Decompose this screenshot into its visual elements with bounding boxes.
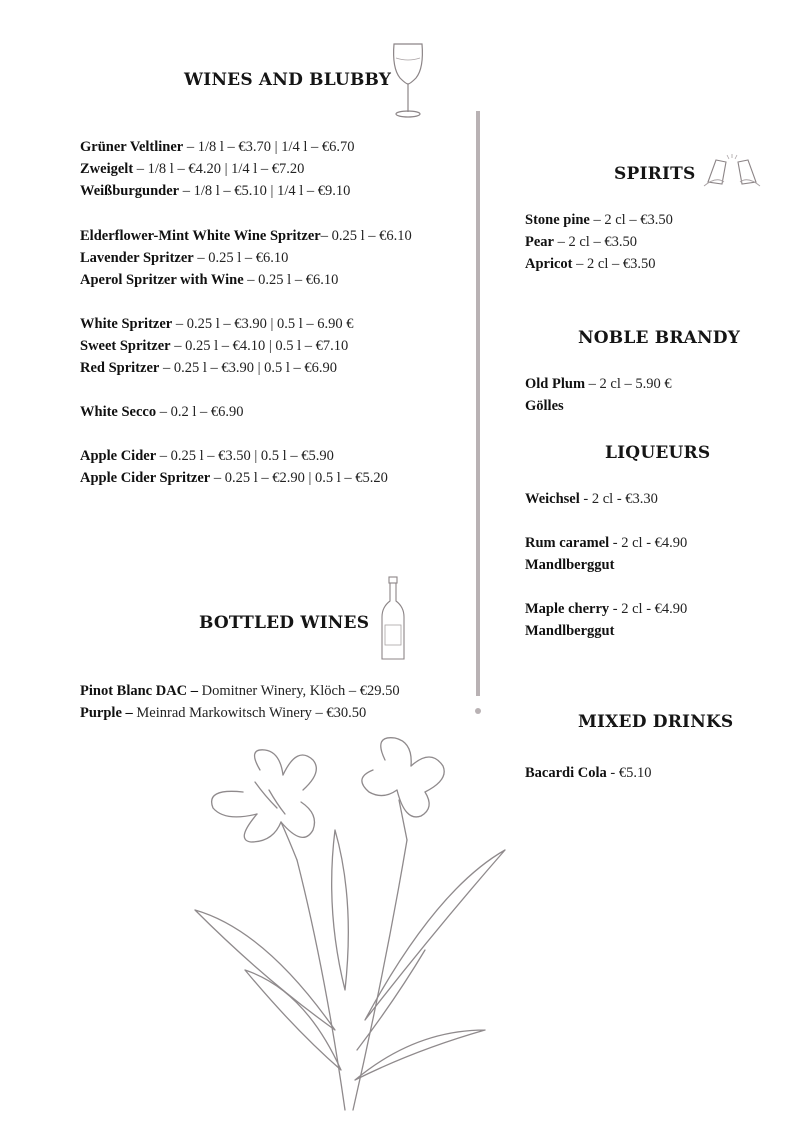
list-item: Apple Cider Spritzer – 0.25 l – €2.90 | 0.5 l – €5.20 [80, 470, 388, 486]
list-item: Stone pine – 2 cl – €3.50 [525, 212, 673, 228]
list-item: Weichsel - 2 cl - €3.30 [525, 491, 658, 507]
list-item: Grüner Veltliner – 1/8 l – €3.70 | 1/4 l – €6.70 [80, 139, 355, 155]
list-item: Mandlberggut [525, 623, 615, 639]
divider-dot [475, 708, 481, 714]
wine-bottle-icon [378, 575, 408, 663]
mixed-drinks-heading: MIXED DRINKS [578, 712, 734, 732]
list-item: Mandlberggut [525, 557, 615, 573]
spirits-heading: SPIRITS [614, 164, 696, 184]
list-item: Sweet Spritzer – 0.25 l – €4.10 | 0.5 l – €7.10 [80, 338, 349, 354]
liqueurs-heading: LIQUEURS [605, 443, 711, 463]
list-item: Apricot – 2 cl – €3.50 [525, 256, 656, 272]
bottled-wines-heading: BOTTLED WINES [199, 613, 370, 633]
list-item: Lavender Spritzer – 0.25 l – €6.10 [80, 250, 289, 266]
list-item: Pinot Blanc DAC – Domitner Winery, Klöch – €29.50 [80, 683, 400, 699]
list-item: Old Plum – 2 cl – 5.90 € [525, 376, 672, 392]
column-divider [476, 111, 480, 696]
wines-heading: WINES AND BLUBBY [184, 70, 392, 90]
toast-glasses-icon [702, 152, 762, 188]
list-item: White Secco – 0.2 l – €6.90 [80, 404, 244, 420]
list-item: Bacardi Cola - €5.10 [525, 765, 652, 781]
list-item: Red Spritzer – 0.25 l – €3.90 | 0.5 l – €6.90 [80, 360, 338, 376]
list-item: Maple cherry - 2 cl - €4.90 [525, 601, 688, 617]
list-item: Purple – Meinrad Markowitsch Winery – €30.50 [80, 705, 367, 721]
noble-brandy-heading: NOBLE BRANDY [578, 328, 741, 348]
list-item: Zweigelt – 1/8 l – €4.20 | 1/4 l – €7.20 [80, 161, 305, 177]
list-item: Gölles [525, 398, 564, 414]
list-item: Rum caramel - 2 cl - €4.90 [525, 535, 688, 551]
wine-glass-icon [388, 40, 428, 120]
list-item: Weißburgunder – 1/8 l – €5.10 | 1/4 l – €9.10 [80, 183, 351, 199]
list-item: Apple Cider – 0.25 l – €3.50 | 0.5 l – €5.90 [80, 448, 334, 464]
list-item: Aperol Spritzer with Wine – 0.25 l – €6.10 [80, 272, 339, 288]
list-item: White Spritzer – 0.25 l – €3.90 | 0.5 l – 6.90 € [80, 316, 354, 332]
list-item: Elderflower-Mint White Wine Spritzer– 0.25 l – €6.10 [80, 228, 412, 244]
list-item: Pear – 2 cl – €3.50 [525, 234, 637, 250]
flower-illustration [185, 730, 515, 1120]
